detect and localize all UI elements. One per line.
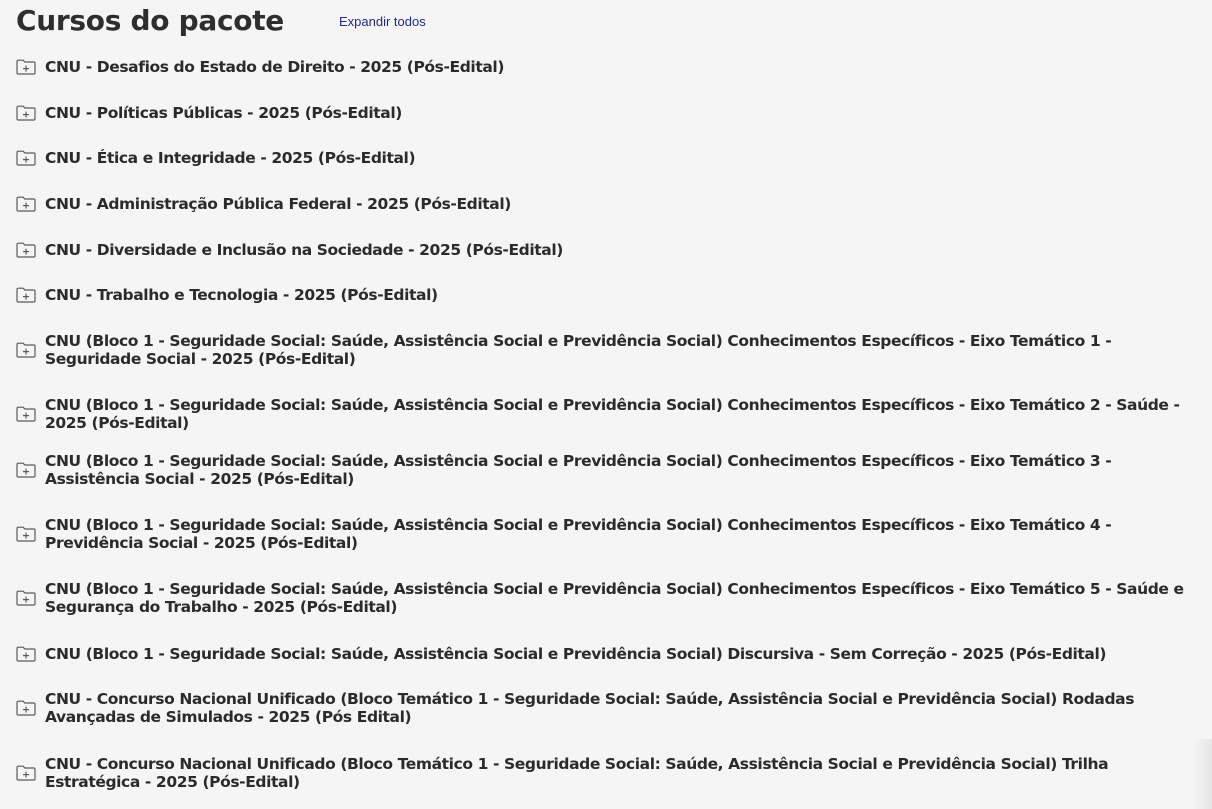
folder-plus-icon[interactable]	[16, 242, 36, 258]
course-item[interactable]	[16, 286, 1201, 305]
course-title[interactable]: CNU - Concurso Nacional Unificado (Bloco Temático 1 - Seguridade Social: Saúde, Assistência Social e Previdência Social) Trilha Estratégica - 2025 (Pós-Edital)	[45, 754, 1109, 791]
course-item[interactable]	[16, 149, 1201, 168]
course-title[interactable]: CNU (Bloco 1 - Seguridade Social: Saúde, Assistência Social e Previdência Social) Conhecimentos Específicos - Eixo Temático 3 - Assistência Social - 2025 (Pós-Edital)	[45, 451, 1112, 488]
course-item[interactable]	[16, 516, 1201, 553]
folder-plus-icon[interactable]	[16, 590, 36, 606]
course-item[interactable]	[16, 452, 1201, 489]
course-title[interactable]: CNU (Bloco 1 - Seguridade Social: Saúde, Assistência Social e Previdência Social) Conhecimentos Específicos - Eixo Temático 2 - Saúde - 2025 (Pós-Edital)	[45, 395, 1180, 432]
course-title[interactable]: CNU (Bloco 1 - Seguridade Social: Saúde, Assistência Social e Previdência Social) Conhecimentos Específicos - Eixo Temático 5 - Saúde e Segurança do Trabalho - 2025 (Pós-Edital)	[45, 579, 1184, 616]
expand-all-link[interactable]: Expandir todos	[338, 14, 426, 29]
course-title[interactable]: CNU - Desafios do Estado de Direito - 2025 (Pós-Edital)	[45, 57, 504, 76]
course-title[interactable]: CNU - Ética e Integridade - 2025 (Pós-Edital)	[45, 148, 416, 167]
folder-plus-icon[interactable]	[16, 59, 36, 75]
course-item[interactable]	[16, 690, 1201, 727]
scroll-shadow	[1192, 739, 1212, 809]
course-item[interactable]	[16, 332, 1201, 369]
folder-plus-icon[interactable]	[16, 342, 36, 358]
course-item[interactable]	[16, 195, 1201, 214]
course-item[interactable]	[16, 580, 1201, 617]
course-title[interactable]: CNU - Políticas Públicas - 2025 (Pós-Edital)	[45, 103, 402, 122]
folder-plus-icon[interactable]	[16, 196, 36, 212]
course-item[interactable]	[16, 241, 1201, 260]
section-header	[16, 0, 426, 40]
course-title[interactable]: CNU (Bloco 1 - Seguridade Social: Saúde, Assistência Social e Previdência Social) Discursiva - Sem Correção - 2025 (Pós-Edital)	[45, 644, 1107, 663]
folder-plus-icon[interactable]	[16, 287, 36, 303]
course-item[interactable]	[16, 104, 1201, 123]
course-item[interactable]	[16, 58, 1201, 77]
course-title[interactable]: CNU - Concurso Nacional Unificado (Bloco Temático 1 - Seguridade Social: Saúde, Assistência Social e Previdência Social) Rodadas Avançadas de Simulados - 2025 (Pós Edital)	[45, 689, 1135, 726]
course-title[interactable]: CNU (Bloco 1 - Seguridade Social: Saúde, Assistência Social e Previdência Social) Conhecimentos Específicos - Eixo Temático 4 - Previdência Social - 2025 (Pós-Edital)	[45, 515, 1112, 552]
folder-plus-icon[interactable]	[16, 526, 36, 542]
folder-plus-icon[interactable]	[16, 105, 36, 121]
course-title[interactable]: CNU - Administração Pública Federal - 2025 (Pós-Edital)	[45, 194, 511, 213]
folder-plus-icon[interactable]	[16, 462, 36, 478]
folder-plus-icon[interactable]	[16, 406, 36, 422]
course-item[interactable]	[16, 755, 1201, 792]
course-title[interactable]: CNU - Diversidade e Inclusão na Sociedade - 2025 (Pós-Edital)	[45, 240, 563, 259]
folder-plus-icon[interactable]	[16, 700, 36, 716]
course-title[interactable]: CNU (Bloco 1 - Seguridade Social: Saúde, Assistência Social e Previdência Social) Conhecimentos Específicos - Eixo Temático 1 - Seguridade Social - 2025 (Pós-Edital)	[45, 331, 1112, 368]
course-item[interactable]	[16, 396, 1201, 433]
course-title[interactable]: CNU - Trabalho e Tecnologia - 2025 (Pós-Edital)	[45, 285, 438, 304]
folder-plus-icon[interactable]	[16, 646, 36, 662]
folder-plus-icon[interactable]	[16, 150, 36, 166]
course-item[interactable]	[16, 645, 1201, 664]
folder-plus-icon[interactable]	[16, 765, 36, 781]
page-title: Cursos do pacote	[16, 3, 284, 37]
